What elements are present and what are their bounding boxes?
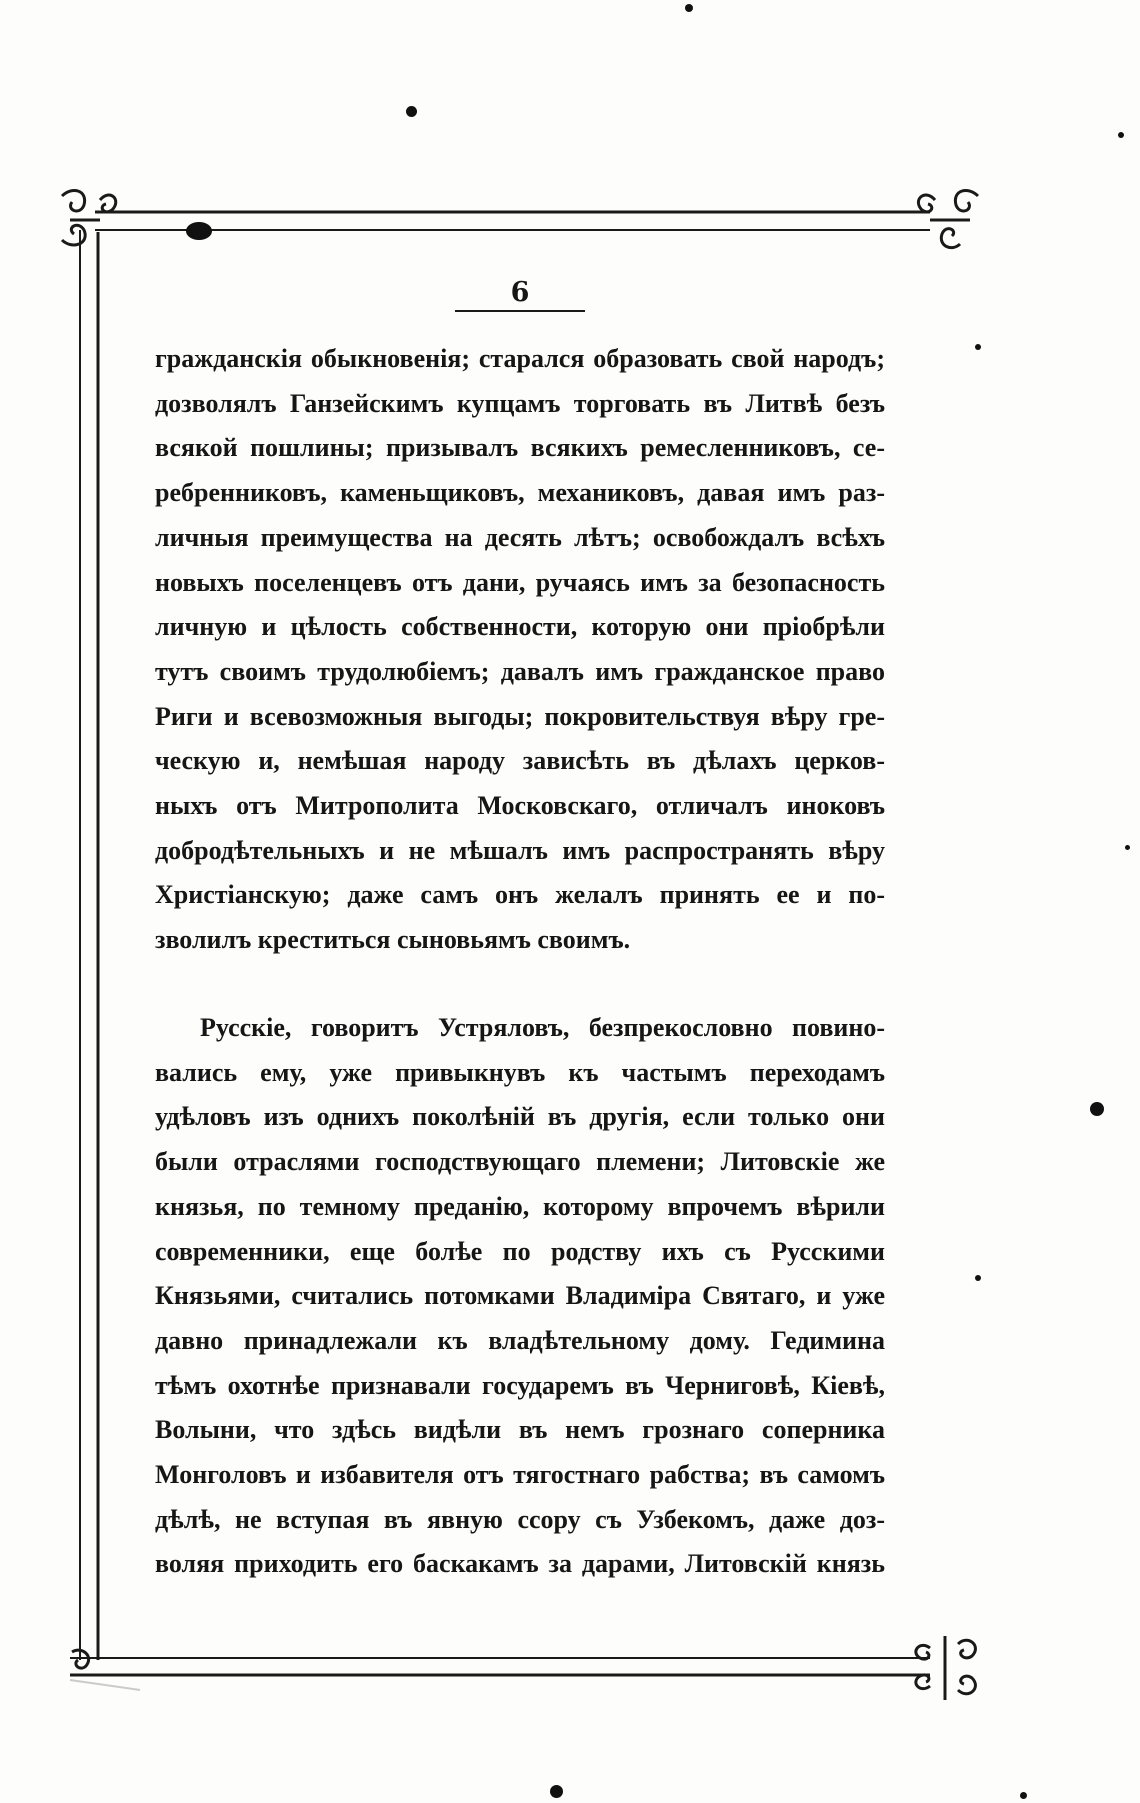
text-line: Русскіе, говоритъ Устряловъ, безпрекословно повино- bbox=[200, 1013, 885, 1042]
text-line: вались ему, уже привыкнувъ къ частымъ переходамъ bbox=[155, 1058, 885, 1087]
text-line: Князьями, считались потомками Владиміра Святаго, и уже bbox=[155, 1281, 885, 1310]
text-line: Монголовъ и избавителя отъ тягостнаго рабства; въ самомъ bbox=[155, 1460, 885, 1489]
ink-speck bbox=[975, 1275, 981, 1281]
text-line: современники, еще болѣе по родству ихъ съ Русскими bbox=[155, 1237, 885, 1266]
ink-blot bbox=[186, 222, 212, 240]
text-line: дѣлѣ, не вступая въ явную ссору съ Узбекомъ, даже доз- bbox=[155, 1505, 885, 1534]
text-line: тутъ своимъ трудолюбіемъ; давалъ имъ гражданское право bbox=[155, 657, 885, 686]
text-line: были отраслями господствующаго племени; Литовскіе же bbox=[155, 1147, 885, 1176]
text-line: Риги и всевозможныя выгоды; покровительствуя вѣру гре- bbox=[155, 702, 885, 731]
ink-speck bbox=[550, 1785, 563, 1798]
page-number-rule bbox=[455, 310, 585, 312]
text-line: личныя преимущества на десять лѣтъ; освобождалъ всѣхъ bbox=[155, 523, 885, 552]
corner-ornament-top-right-icon bbox=[918, 190, 978, 247]
corner-ornament-top-left-icon bbox=[62, 190, 116, 244]
text-line: всякой пошлины; призывалъ всякихъ ремесленниковъ, се- bbox=[155, 433, 885, 462]
text-line: тѣмъ охотнѣе признавали государемъ въ Черниговѣ, Кіевѣ, bbox=[155, 1371, 885, 1400]
corner-ornament-bottom-right-icon bbox=[916, 1636, 976, 1700]
text-line: давно принадлежали къ владѣтельному дому. Гедимина bbox=[155, 1326, 885, 1355]
text-line: Христіанскую; даже самъ онъ желалъ принять ее и по- bbox=[155, 880, 885, 909]
text-line: гражданскія обыкновенія; старался образовать свой народъ; bbox=[155, 344, 885, 373]
text-line: зволилъ креститься сыновьямъ своимъ. bbox=[155, 925, 631, 954]
text-line: дозволялъ Ганзейскимъ купцамъ торговать въ Литвѣ безъ bbox=[155, 389, 885, 418]
text-line: добродѣтельныхъ и не мѣшалъ имъ распространять вѣру bbox=[155, 836, 885, 865]
text-line: воляя приходить его баскакамъ за дарами, Литовскій князь bbox=[155, 1549, 885, 1578]
ink-speck bbox=[685, 4, 693, 12]
ink-speck bbox=[1090, 1102, 1104, 1116]
ink-speck bbox=[1020, 1792, 1027, 1799]
page-number: 6 bbox=[510, 277, 530, 308]
ink-speck bbox=[1118, 132, 1124, 138]
text-line: ческую и, немѣшая народу зависѣть въ дѣлахъ церков- bbox=[155, 746, 885, 775]
text-line: Волыни, что здѣсь видѣли въ немъ грознаго соперника bbox=[155, 1415, 885, 1444]
text-line: удѣловъ изъ однихъ поколѣній въ другія, если только они bbox=[155, 1102, 885, 1131]
ink-speck bbox=[975, 344, 981, 350]
ink-speck bbox=[1125, 845, 1130, 850]
text-line: князья, по темному преданію, которому впрочемъ вѣрили bbox=[155, 1192, 885, 1221]
ink-speck bbox=[406, 106, 417, 117]
text-line: личную и цѣлость собственности, которую они пріобрѣли bbox=[155, 612, 885, 641]
text-line: ныхъ отъ Митрополита Московскаго, отличалъ иноковъ bbox=[155, 791, 885, 820]
text-line: ребренниковъ, каменьщиковъ, механиковъ, давая имъ раз- bbox=[155, 478, 885, 507]
text-line: новыхъ поселенцевъ отъ дани, ручаясь имъ за безопасность bbox=[155, 568, 885, 597]
